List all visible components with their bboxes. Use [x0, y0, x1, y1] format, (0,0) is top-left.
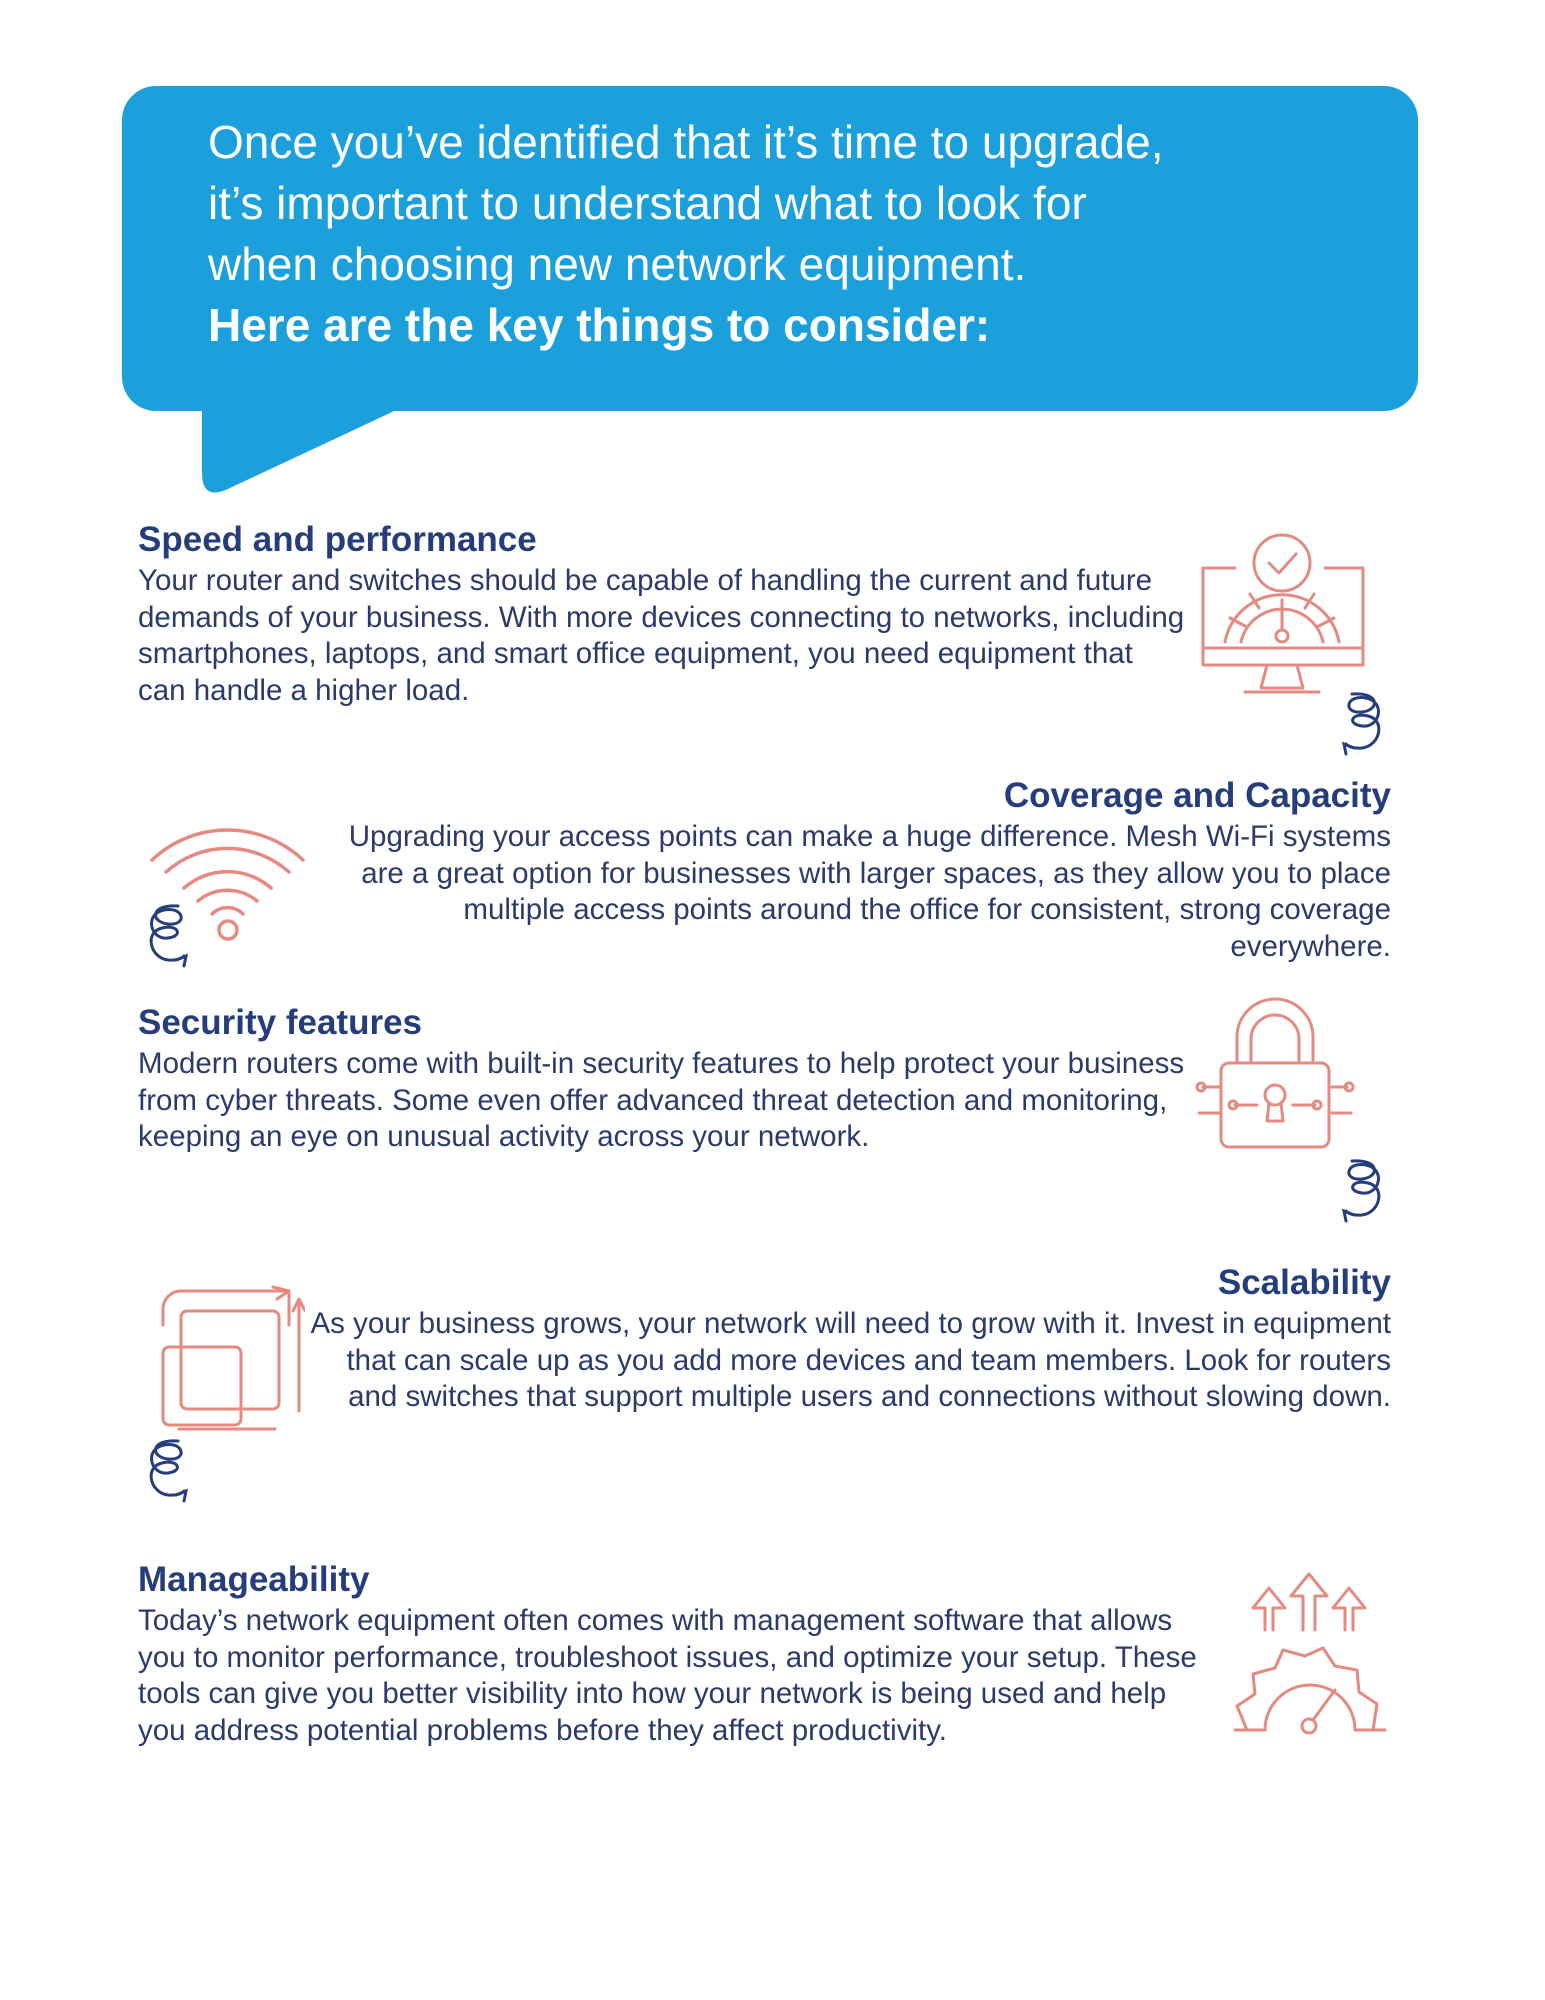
section-title-manageability: Manageability: [138, 1560, 370, 1599]
section-title-speed: Speed and performance: [138, 520, 537, 559]
intro-line: when choosing new network equipment.: [208, 238, 1027, 290]
speech-bubble-tail: [190, 395, 420, 505]
section-title-scalability: Scalability: [1217, 1263, 1391, 1302]
swirl-arrow-icon: [140, 900, 190, 980]
section-title-coverage: Coverage and Capacity: [1003, 776, 1391, 815]
swirl-arrow-icon: [1340, 1155, 1390, 1235]
intro-emphasis-line: Here are the key things to consider:: [208, 299, 991, 351]
monitor-speedometer-check-icon: [1195, 530, 1370, 700]
section-body-security: Modern routers come with built-in security features to help protect your business from cyber threats. Some even offer advanced threat detection and monitoring, keeping an eye on unusual activity across your network.: [138, 1047, 1185, 1153]
intro-line: Once you’ve identified that it’s time to upgrade,: [208, 116, 1164, 168]
section-title-security: Security features: [138, 1003, 423, 1042]
circuit-padlock-icon: [1195, 995, 1355, 1155]
section-body-speed: Your router and switches should be capable of handling the current and future demands of your business. With more devices connecting to networks, including smartphones, laptops, and smart office equipment, you need equipment that can handle a higher load.: [138, 564, 1185, 707]
section-body-scalability: As your business grows, your network will need to grow with it. Invest in equipment that can scale up as you add more devices and team members. Look for routers and switches that support multiple users and connections without slowing down.: [310, 1307, 1391, 1413]
swirl-arrow-icon: [1340, 688, 1390, 768]
section-body-coverage: Upgrading your access points can make a huge difference. Mesh Wi-Fi systems are a great option for businesses with larger spaces, as they allow you to place multiple access points around the office for consistent, strong coverage everywhere.: [348, 820, 1391, 963]
section-body-manageability: Today’s network equipment often comes with management software that allows you to monitor performance, troubleshoot issues, and optimize your setup. These tools can give you better visibility into how your network is being used and help you address potential problems before they affect productivity.: [138, 1604, 1197, 1747]
scale-up-squares-icon: [155, 1285, 305, 1435]
intro-line: it’s important to understand what to look for: [208, 177, 1087, 229]
intro-text: [208, 112, 1358, 356]
gear-arrows-gauge-icon: [1225, 1570, 1395, 1740]
swirl-arrow-icon: [140, 1435, 190, 1515]
